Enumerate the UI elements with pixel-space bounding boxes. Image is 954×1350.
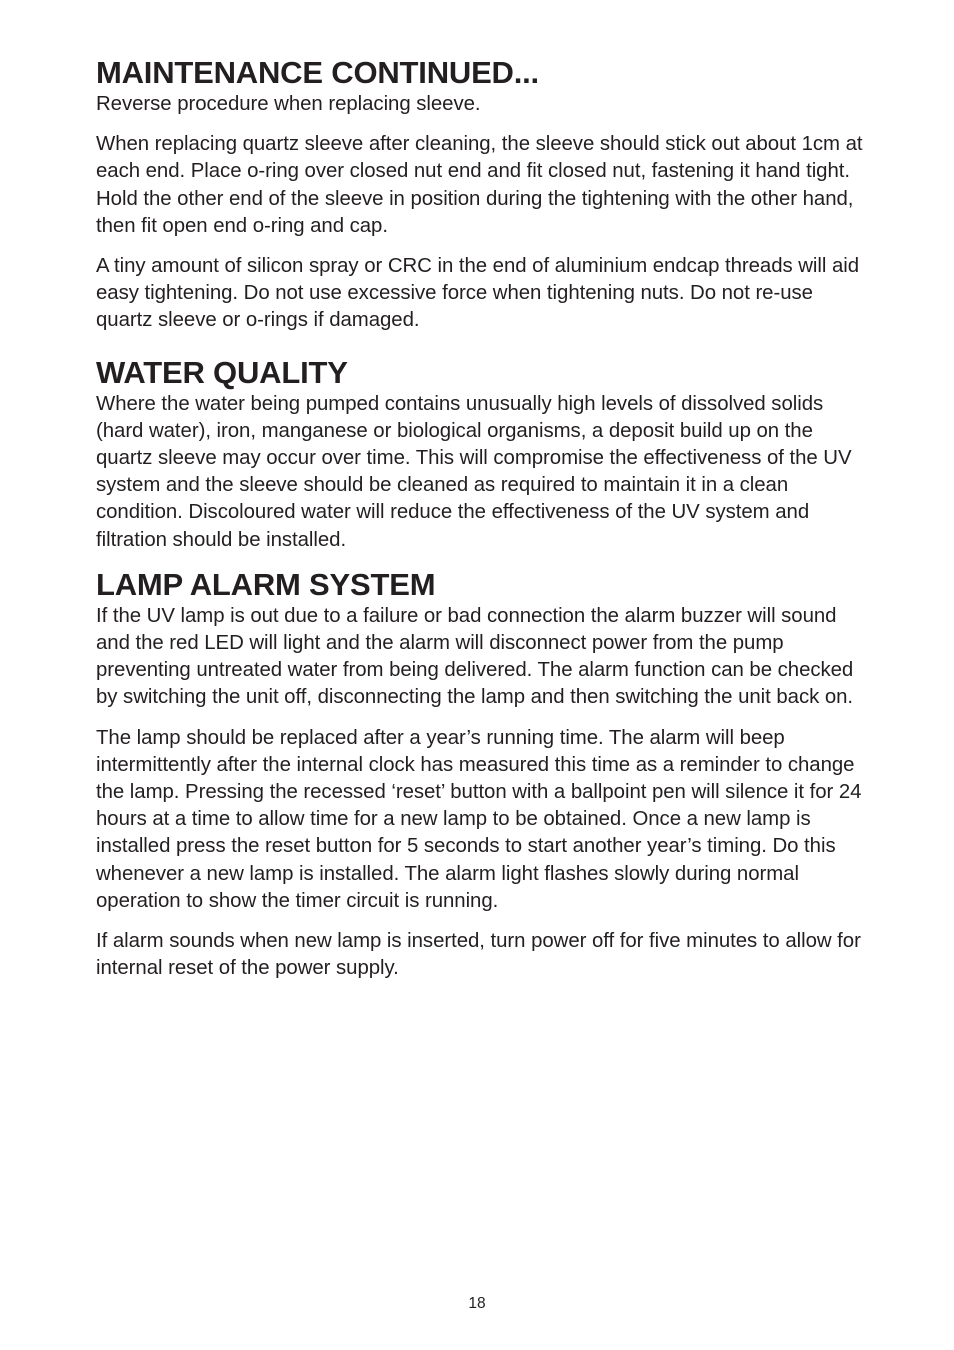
section-heading: WATER QUALITY xyxy=(96,354,348,390)
paragraph: Where the water being pumped contains unusually high levels of dissolved solids (hard water), iron, manganese or biological organisms, a deposit build up on the quartz sleeve may occur over time. This will compromise the effectiveness of the UV system and the sleeve should be cleaned as required to maintain it in a clean condition. Discoloured water will reduce the effectiveness of the UV system and filtration should be installed. xyxy=(96,392,852,551)
section-water-quality xyxy=(96,355,866,554)
section-lamp-alarm-system xyxy=(96,567,866,983)
page-content xyxy=(96,55,866,995)
paragraph: Reverse procedure when replacing sleeve. xyxy=(96,93,481,115)
paragraph: If alarm sounds when new lamp is inserted, turn power off for five minutes to allow for internal reset of the power supply. xyxy=(96,930,861,980)
paragraph: The lamp should be replaced after a year’s running time. The alarm will beep intermittently after the internal clock has measured this time as a reminder to change the lamp. Pressing the recessed ‘reset’ button with a ballpoint pen will silence it for 24 hours at a time to allow time for a new lamp to be obtained. Once a new lamp is installed press the reset button for 5 seconds to start another year’s timing. Do this whenever a new lamp is installed. The alarm light flashes slowly during normal operation to show the timer circuit is running. xyxy=(96,726,862,912)
section-heading: MAINTENANCE CONTINUED... xyxy=(96,55,539,90)
page-number: 18 xyxy=(468,1295,486,1312)
paragraph: When replacing quartz sleeve after cleaning, the sleeve should stick out about 1cm at each end. Place o-ring over closed nut end and fit closed nut, fastening it hand tight. Hold the other end of the sleeve in position during the tightening with the other hand, then fit open end o-ring and cap. xyxy=(96,133,863,237)
paragraph: A tiny amount of silicon spray or CRC in the end of aluminium endcap threads will aid easy tightening. Do not use excessive force when tightening nuts. Do not re-use quartz sleeve or o-rings if damaged. xyxy=(96,255,860,332)
section-heading: LAMP ALARM SYSTEM xyxy=(96,566,436,602)
section-maintenance-continued xyxy=(96,55,866,335)
paragraph: If the UV lamp is out due to a failure or bad connection the alarm buzzer will sound and the red LED will light and the alarm will disconnect power from the pump preventing untreated water from being delivered. The alarm function can be checked by switching the unit off, disconnecting the lamp and then switching the unit back on. xyxy=(96,604,854,709)
